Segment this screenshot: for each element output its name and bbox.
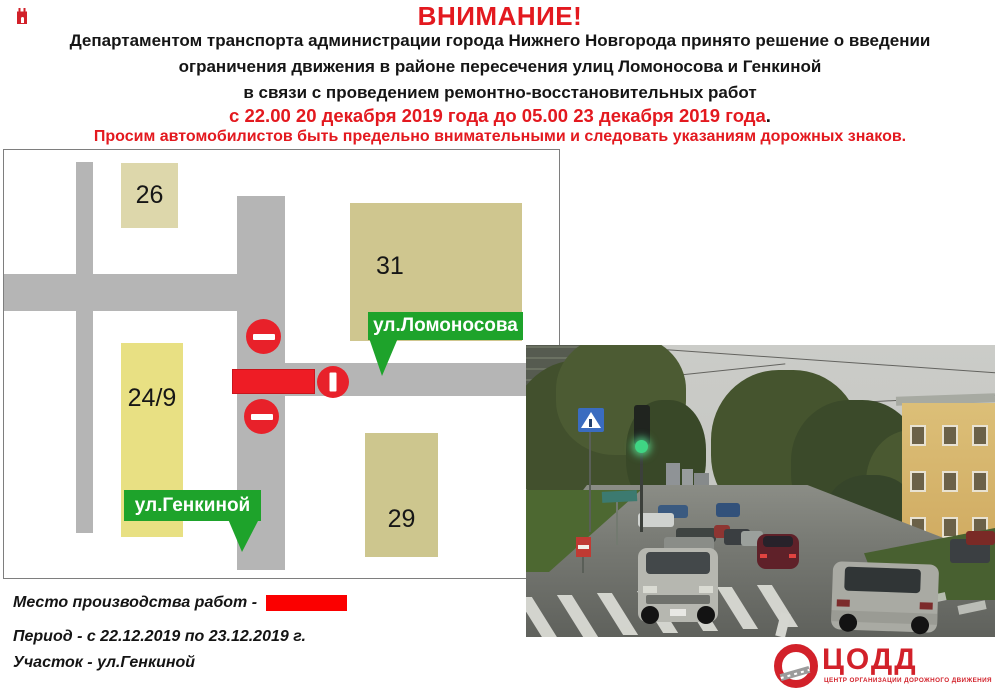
sign-pole (582, 557, 584, 573)
closure-dates-text: с 22.00 20 декабря 2019 года до 05.00 23 декабря 2019 года (229, 105, 766, 126)
distant-car (638, 513, 674, 527)
taillight (760, 554, 767, 558)
window (942, 517, 958, 538)
sign-pedestrian (589, 419, 592, 427)
building-26-number: 26 (135, 181, 164, 209)
closure-dates-line (0, 105, 1000, 127)
window (942, 425, 958, 446)
window (972, 471, 988, 492)
parked-car (966, 531, 995, 545)
building-26 (121, 163, 178, 228)
header-line-2: ограничения движения в районе пересечения улиц Ломоносова и Генкиной (178, 57, 822, 76)
building-24-9-number: 24/9 (127, 384, 177, 412)
sign-pole (589, 432, 591, 532)
building-29-number: 29 (387, 505, 416, 533)
taillight (789, 554, 796, 558)
car-grille (646, 595, 710, 604)
street-photo (526, 345, 995, 637)
street-name-plate (602, 490, 638, 503)
legend-red-swatch (266, 595, 347, 611)
legend-section-row: Участок - ул.Генкиной (13, 654, 196, 671)
window (910, 471, 926, 492)
silver-hatchback-rear (831, 561, 939, 633)
headlight (699, 586, 713, 593)
distant-truck (716, 503, 740, 517)
red-sedan (757, 534, 799, 569)
no-entry-bar (253, 334, 275, 340)
closure-dates-period: . (765, 105, 771, 126)
road-left-vertical (76, 162, 93, 533)
building-31-number: 31 (376, 252, 404, 280)
work-zone-closure-bar (232, 369, 315, 394)
no-entry-icon (246, 319, 281, 354)
car-rear-window (844, 567, 921, 594)
window (972, 425, 988, 446)
street-label-lomonosova-pointer (369, 338, 398, 376)
attention-title: ВНИМАНИЕ! (417, 1, 583, 31)
legend-period-row: Период - с 22.12.2019 по 23.12.2019 г. (13, 628, 306, 645)
header-line-3: в связи с проведением ремонтно-восстановительных работ (243, 83, 757, 102)
legend-work-site-label: Место производства работ - (13, 594, 258, 611)
street-label-lomonosova: ул.Ломоносова (368, 312, 523, 340)
codd-acronym: ЦОДД (822, 643, 918, 676)
taillight (920, 602, 933, 609)
taillight (837, 599, 850, 606)
car-rear-window (763, 536, 793, 547)
kremlin-tower-arch (21, 17, 24, 23)
sign-pole (616, 501, 618, 545)
headlight (643, 586, 657, 593)
codd-subtitle: ЦЕНТР ОРГАНИЗАЦИИ ДОРОЖНОГО ДВИЖЕНИЯ (824, 677, 992, 684)
car-windshield (646, 552, 710, 574)
building-29 (365, 433, 438, 557)
street-map (3, 149, 560, 579)
wheel (697, 606, 715, 624)
road-closed-bar (330, 373, 337, 392)
silver-car-front (638, 548, 718, 622)
street-label-genkina: ул.Генкиной (124, 490, 261, 521)
wheel (641, 606, 659, 624)
road-closed-icon (317, 366, 349, 398)
pedestrian-crossing-sign-icon (578, 408, 604, 432)
traffic-light-green (635, 440, 648, 453)
no-entry-icon (244, 399, 279, 434)
caution-line: Просим автомобилистов быть предельно внимательными и следовать указаниям дорожных знаков. (93, 128, 907, 145)
street-label-genkina-pointer (228, 519, 259, 552)
window (910, 425, 926, 446)
small-red-sign (576, 537, 591, 557)
header-line-1: Департаментом транспорта администрации города Нижнего Новгорода принято решение о введении (69, 31, 931, 50)
license-plate (670, 609, 686, 616)
window (942, 471, 958, 492)
legend-work-site-row (13, 594, 347, 612)
traffic-light-pole (640, 452, 643, 532)
codd-emblem-ring (774, 644, 818, 688)
no-entry-bar (251, 414, 273, 420)
traffic-light-icon (634, 405, 650, 445)
